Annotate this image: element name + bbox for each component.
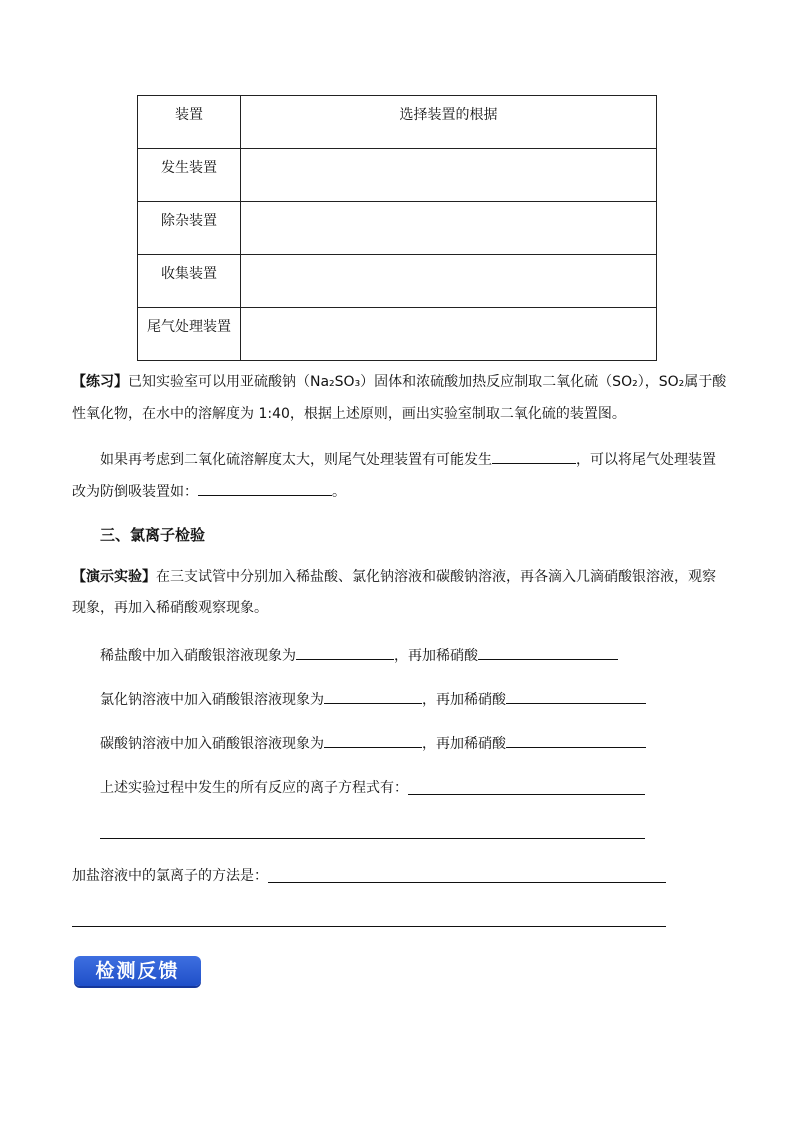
answer-blank[interactable] [296, 645, 394, 660]
table-cell-label: 尾气处理装置 [138, 308, 241, 361]
observation-text-a: 碳酸钠溶液中加入硝酸银溶液现象为 [100, 736, 324, 752]
section-title: 三、氯离子检验 [100, 526, 206, 544]
practice-line-1 [72, 372, 726, 392]
practice-text-3b: ，可以将尾气处理装置 [576, 452, 716, 468]
table-cell-label: 除杂装置 [138, 202, 241, 255]
answer-blank[interactable] [324, 689, 422, 704]
answer-blank[interactable] [506, 733, 646, 748]
practice-text-4a: 改为防倒吸装置如： [72, 484, 198, 500]
method-prompt: 加盐溶液中的氯离子的方法是： [72, 868, 268, 884]
answer-blank[interactable] [492, 449, 576, 464]
practice-line-3 [100, 449, 716, 470]
table-cell-label: 收集装置 [138, 255, 241, 308]
table-cell-answer[interactable] [241, 255, 657, 308]
observation-line [100, 689, 646, 710]
table-cell-answer[interactable] [241, 308, 657, 361]
observation-text-a: 稀盐酸中加入硝酸银溶液现象为 [100, 648, 296, 664]
practice-text-3a: 如果再考虑到二氧化硫溶解度太大，则尾气处理装置有可能发生 [100, 452, 492, 468]
answer-line[interactable] [268, 882, 666, 883]
observation-line [100, 733, 646, 754]
table-row [138, 308, 657, 361]
demo-tag: 【演示实验】 [72, 569, 156, 585]
table-header-row [138, 96, 657, 149]
table-cell-answer[interactable] [241, 149, 657, 202]
answer-blank[interactable] [198, 481, 332, 496]
answer-line[interactable] [72, 926, 666, 927]
table-header-cell: 选择装置的根据 [241, 96, 657, 149]
observation-text-b: ，再加稀硝酸 [394, 648, 478, 664]
feedback-badge: 检测反馈 [74, 956, 201, 986]
observation-text-b: ，再加稀硝酸 [422, 692, 506, 708]
practice-text-4b: 。 [332, 484, 346, 500]
practice-tag: 【练习】 [72, 374, 128, 390]
observation-line [100, 645, 618, 666]
observation-text-a: 氯化钠溶液中加入硝酸银溶液现象为 [100, 692, 324, 708]
answer-blank[interactable] [324, 733, 422, 748]
observation-text-b: ，再加稀硝酸 [422, 736, 506, 752]
answer-line[interactable] [100, 838, 645, 839]
table-header-cell: 装置 [138, 96, 241, 149]
equation-prompt: 上述实验过程中发生的所有反应的离子方程式有： [100, 780, 408, 796]
table-row [138, 149, 657, 202]
table-row [138, 202, 657, 255]
table-cell-answer[interactable] [241, 202, 657, 255]
demo-text-1: 在三支试管中分别加入稀盐酸、氯化钠溶液和碳酸钠溶液，再各滴入几滴硝酸银溶液，观察 [156, 569, 716, 585]
practice-line-4 [72, 481, 346, 502]
answer-line[interactable] [408, 794, 645, 795]
table-row [138, 255, 657, 308]
table-cell-label: 发生装置 [138, 149, 241, 202]
practice-line-2: 性氧化物，在水中的溶解度为 1:40，根据上述原则，画出实验室制取二氧化硫的装置图。 [72, 406, 626, 422]
device-table [137, 95, 657, 361]
answer-blank[interactable] [478, 645, 618, 660]
demo-line-1 [72, 567, 716, 587]
practice-text-1: 已知实验室可以用亚硫酸钠（Na₂SO₃）固体和浓硫酸加热反应制取二氧化硫（SO₂），SO₂属于酸 [128, 374, 727, 390]
answer-blank[interactable] [506, 689, 646, 704]
demo-line-2: 现象，再加入稀硝酸观察现象。 [72, 600, 268, 616]
